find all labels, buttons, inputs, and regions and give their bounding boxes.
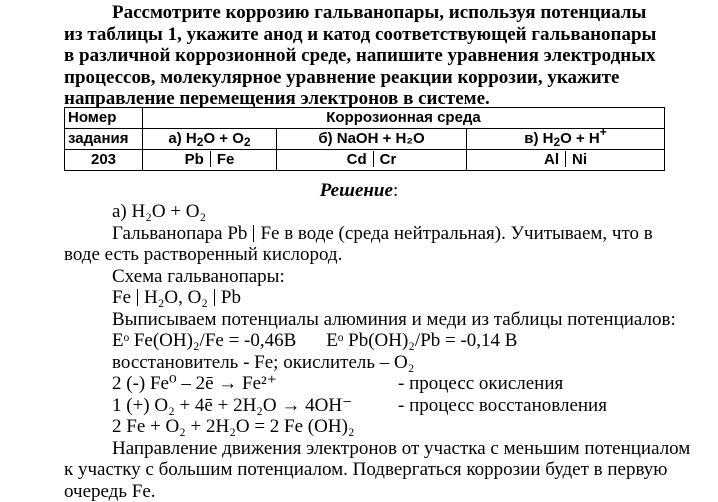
table-header-row	[65, 108, 665, 129]
header-environment: Коррозионная среда	[143, 108, 665, 129]
solution-body	[64, 201, 664, 502]
solution-line: очередь Fe.	[64, 481, 664, 502]
reduction-equation: 1 (+) O₂ + 4ē + 2H₂O → 4OH⁻ - процесс восстановления	[64, 395, 664, 417]
solution-line: Гальванопара Pb Fe в воде (среда нейтральная). Учитываем, что в	[64, 223, 664, 245]
env-c-header: в) $H_2O + H^+$	[467, 129, 665, 150]
header-number-top: Номер	[65, 108, 143, 129]
task-table	[64, 107, 665, 171]
solution-line: к участку с большим потенциалом. Подвергаться коррозии будет в первую	[64, 459, 664, 481]
env-b-header: б) NaOH + H₂O	[277, 129, 467, 150]
solution-line: Направление движения электронов от участка с меньшим потенциалом	[64, 438, 664, 460]
oxidation-equation: 2 (-) Fe⁰ – 2ē → Fe²⁺ - процесс окисления	[64, 373, 664, 395]
header-number-bottom: задания	[65, 129, 143, 150]
solution-title: Решение:	[0, 180, 718, 201]
potentials-line: Eᵒ Fe(OH)₂/Fe = -0,46В Eᵒ Pb(OH)₂/Pb = -0,14 В	[64, 330, 664, 352]
pair-b: Cd Cr	[277, 150, 467, 171]
solution-line: Схема гальванопары:	[64, 266, 664, 288]
pair-a: Pb Fe	[143, 150, 277, 171]
solution-line: восстановитель - Fe; окислитель – O₂	[64, 352, 664, 374]
task-statement: Рассмотрите коррозию гальванопары, используя потенциалы из таблицы 1, укажите анод и катод соответствующей гальванопары в различной коррозионной среде, напишите уравнения электродных процессов, молекулярное уравнение реакции коррозии, укажите направление перемещения электронов в системе.	[64, 2, 664, 110]
pair-c: Al Ni	[467, 150, 665, 171]
molecular-equation: 2 Fe + O₂ + 2H₂O = 2 Fe (OH)₂	[64, 416, 664, 438]
table-row	[65, 150, 665, 171]
env-a-header: а) $H_2O + O_2$	[143, 129, 277, 150]
galvanic-scheme: Fe H₂O, O₂ Pb	[64, 287, 664, 309]
solution-line: а) H₂O + O₂	[64, 201, 664, 223]
table-subheader-row	[65, 129, 665, 150]
solution-line: воде есть растворенный кислород.	[64, 244, 664, 266]
solution-line: Выписываем потенциалы алюминия и меди из таблицы потенциалов:	[64, 309, 664, 331]
task-number: 203	[65, 150, 143, 171]
